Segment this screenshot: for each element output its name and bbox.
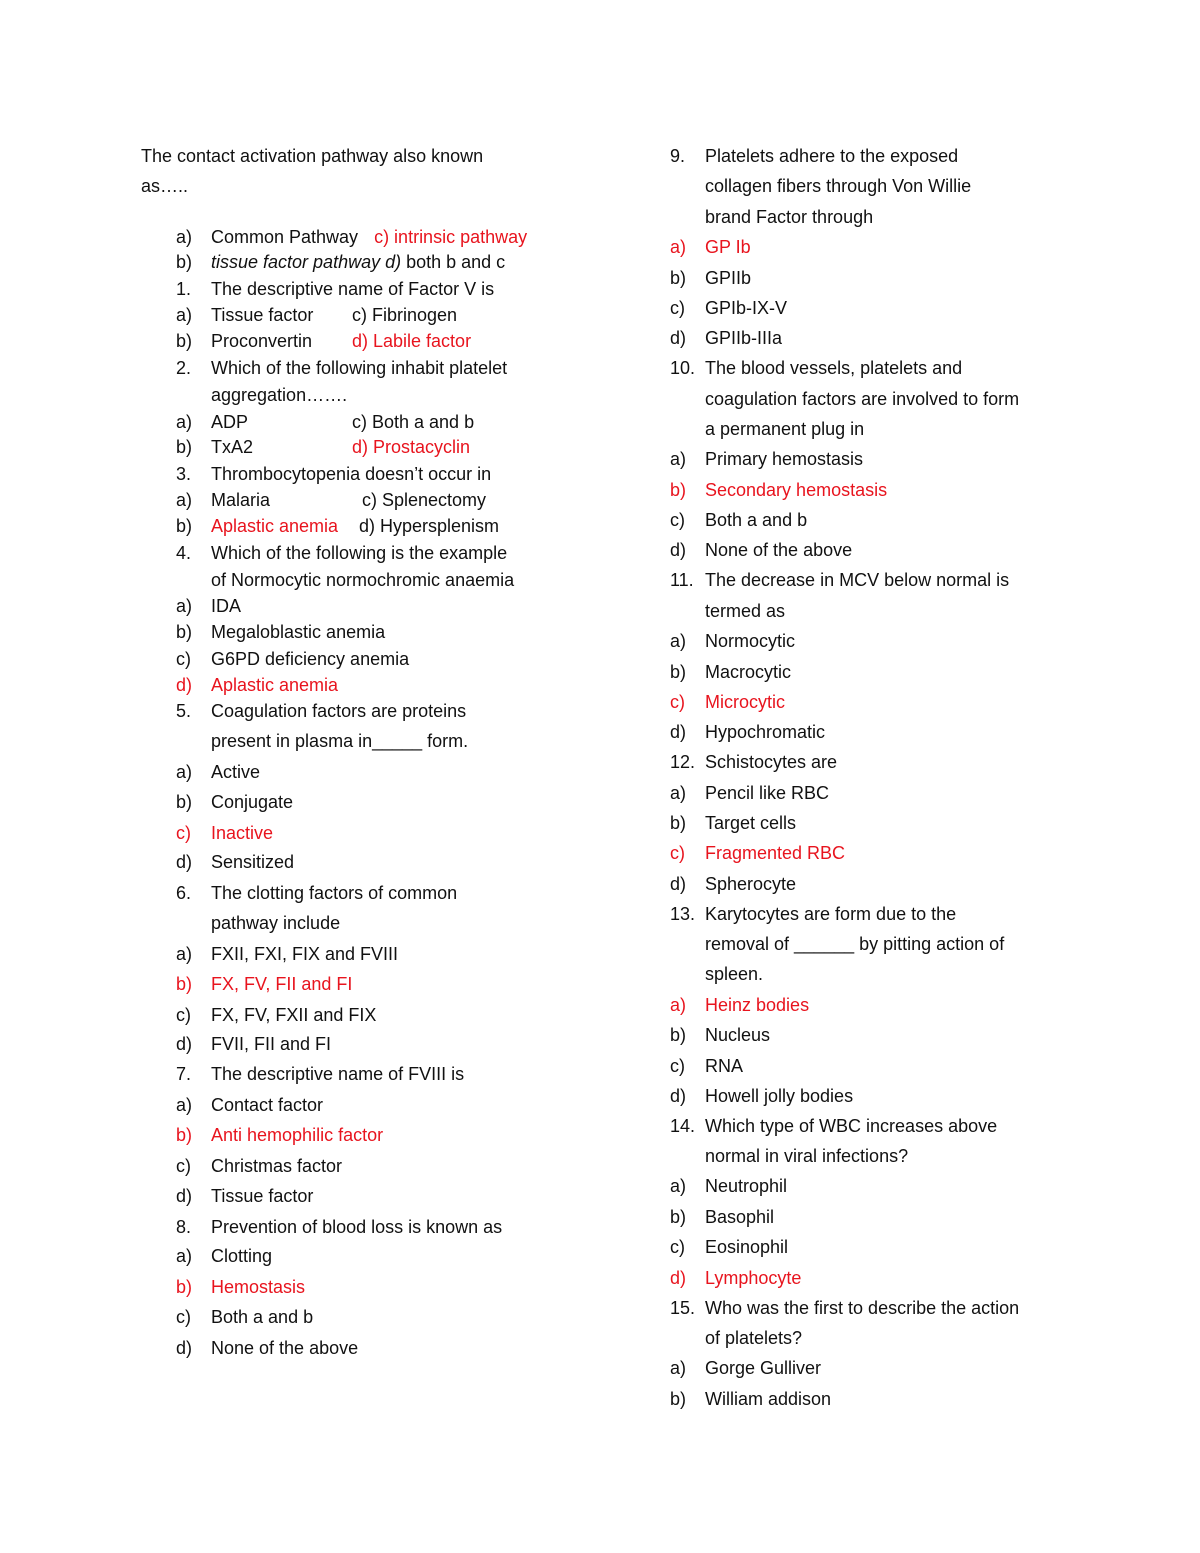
option-a: a) Primary hemostasis	[670, 449, 864, 469]
option-c: c) FX, FV, FXII and FIX	[176, 1005, 377, 1025]
option-b-correct: b) Hemostasis	[176, 1277, 306, 1297]
option-a: a) Malaria c) Splenectomy	[176, 490, 487, 510]
question-10-cont: coagulation factors are involved to form	[705, 389, 1020, 409]
question-1: 1. The descriptive name of Factor V is	[176, 279, 495, 299]
option-c: c) Both a and b	[176, 1307, 314, 1327]
question-12: 12. Schistocytes are	[670, 752, 838, 772]
option-a: a) FXII, FXI, FIX and FVIII	[176, 944, 399, 964]
option-d: d) Spherocyte	[670, 874, 797, 894]
option-b: b) Proconvertin d) Labile factor	[176, 331, 472, 351]
option-a: a) Common Pathway c) intrinsic pathway	[176, 227, 528, 247]
question-15-cont: of platelets?	[705, 1328, 803, 1348]
option-a: a) Normocytic	[670, 631, 796, 651]
correct-answer: d) Prostacyclin	[352, 437, 471, 457]
option-b-correct: b) Secondary hemostasis	[670, 480, 888, 500]
correct-answer: d) Labile factor	[352, 331, 472, 351]
question-3: 3. Thrombocytopenia doesn’t occur in	[176, 464, 492, 484]
option-d: d) Tissue factor	[176, 1186, 314, 1206]
question-10: 10. The blood vessels, platelets and	[670, 358, 963, 378]
question-13-cont: spleen.	[705, 964, 764, 984]
option-c: c) Both a and b	[670, 510, 808, 530]
question-10-cont: a permanent plug in	[705, 419, 865, 439]
option-d: d) GPIIb-IIIa	[670, 328, 783, 348]
question-11-cont: termed as	[705, 601, 786, 621]
option-c: c) Christmas factor	[176, 1156, 343, 1176]
option-a: a) Pencil like RBC	[670, 783, 830, 803]
question-4-cont: of Normocytic normochromic anaemia	[211, 570, 515, 590]
question-5: 5. Coagulation factors are proteins	[176, 701, 467, 721]
option-a: a) Contact factor	[176, 1095, 324, 1115]
option-d: d) FVII, FII and FI	[176, 1034, 332, 1054]
option-b: b) Macrocytic	[670, 662, 792, 682]
question-9: 9. Platelets adhere to the exposed	[670, 146, 959, 166]
option-b: b) Megaloblastic anemia	[176, 622, 386, 642]
option-a: a) IDA	[176, 596, 242, 616]
option-a: a) Gorge Gulliver	[670, 1358, 822, 1378]
correct-answer: c) intrinsic pathway	[374, 227, 528, 247]
option-a-correct: a) Heinz bodies	[670, 995, 810, 1015]
question-14-cont: normal in viral infections?	[705, 1146, 909, 1166]
option-a: a) ADP c) Both a and b	[176, 412, 475, 432]
option-b: b) GPIIb	[670, 268, 752, 288]
option-d: d) None of the above	[670, 540, 853, 560]
question-2-cont: aggregation…….	[211, 385, 348, 405]
question-8: 8. Prevention of blood loss is known as	[176, 1217, 503, 1237]
option-b-correct: b) FX, FV, FII and FI	[176, 974, 353, 994]
question-13-cont: removal of ______ by pitting action of	[705, 934, 1005, 954]
option-a: a) Clotting	[176, 1246, 273, 1266]
option-b: b) tissue factor pathway d) both b and c	[176, 252, 506, 272]
option-a: a) Tissue factor c) Fibrinogen	[176, 305, 458, 325]
question-15: 15. Who was the first to describe the action	[670, 1298, 1020, 1318]
option-d-correct: d) Lymphocyte	[670, 1268, 802, 1288]
option-a: a) Neutrophil	[670, 1176, 788, 1196]
option-c: c) Eosinophil	[670, 1237, 789, 1257]
option-d: d) Howell jolly bodies	[670, 1086, 854, 1106]
question-7: 7. The descriptive name of FVIII is	[176, 1064, 465, 1084]
question-14: 14. Which type of WBC increases above	[670, 1116, 998, 1136]
intro-question-line: as…..	[141, 176, 189, 196]
option-b: b) Conjugate	[176, 792, 294, 812]
option-d: d) Sensitized	[176, 852, 295, 872]
option-a-correct: a) GP Ib	[670, 237, 751, 257]
question-9-cont: brand Factor through	[705, 207, 874, 227]
option-c-correct: c) Fragmented RBC	[670, 843, 846, 863]
question-11: 11. The decrease in MCV below normal is	[670, 570, 1010, 590]
option-a: a) Active	[176, 762, 261, 782]
option-d-correct: d) Aplastic anemia	[176, 675, 339, 695]
question-9-cont: collagen fibers through Von Willie	[705, 176, 972, 196]
option-d: d) None of the above	[176, 1338, 359, 1358]
question-6-cont: pathway include	[211, 913, 341, 933]
option-b: b) Aplastic anemia d) Hypersplenism	[176, 516, 500, 536]
option-b: b) TxA2 d) Prostacyclin	[176, 437, 471, 457]
option-b: b) Nucleus	[670, 1025, 771, 1045]
option-b: b) William addison	[670, 1389, 832, 1409]
option-c-correct: c) Inactive	[176, 823, 274, 843]
option-c-correct: c) Microcytic	[670, 692, 785, 712]
question-2: 2. Which of the following inhabit platelet	[176, 358, 508, 378]
question-5-cont: present in plasma in_____ form.	[211, 731, 469, 751]
question-4: 4. Which of the following is the example	[176, 543, 508, 563]
option-c: c) G6PD deficiency anemia	[176, 649, 410, 669]
question-6: 6. The clotting factors of common	[176, 883, 458, 903]
option-b-correct: b) Anti hemophilic factor	[176, 1125, 384, 1145]
option-c: c) GPIb-IX-V	[670, 298, 788, 318]
question-13: 13. Karytocytes are form due to the	[670, 904, 957, 924]
option-b: b) Target cells	[670, 813, 797, 833]
intro-question-line: The contact activation pathway also known	[141, 146, 484, 166]
option-c: c) RNA	[670, 1056, 744, 1076]
option-d: d) Hypochromatic	[670, 722, 826, 742]
option-b: b) Basophil	[670, 1207, 775, 1227]
correct-answer: Aplastic anemia	[211, 516, 339, 536]
